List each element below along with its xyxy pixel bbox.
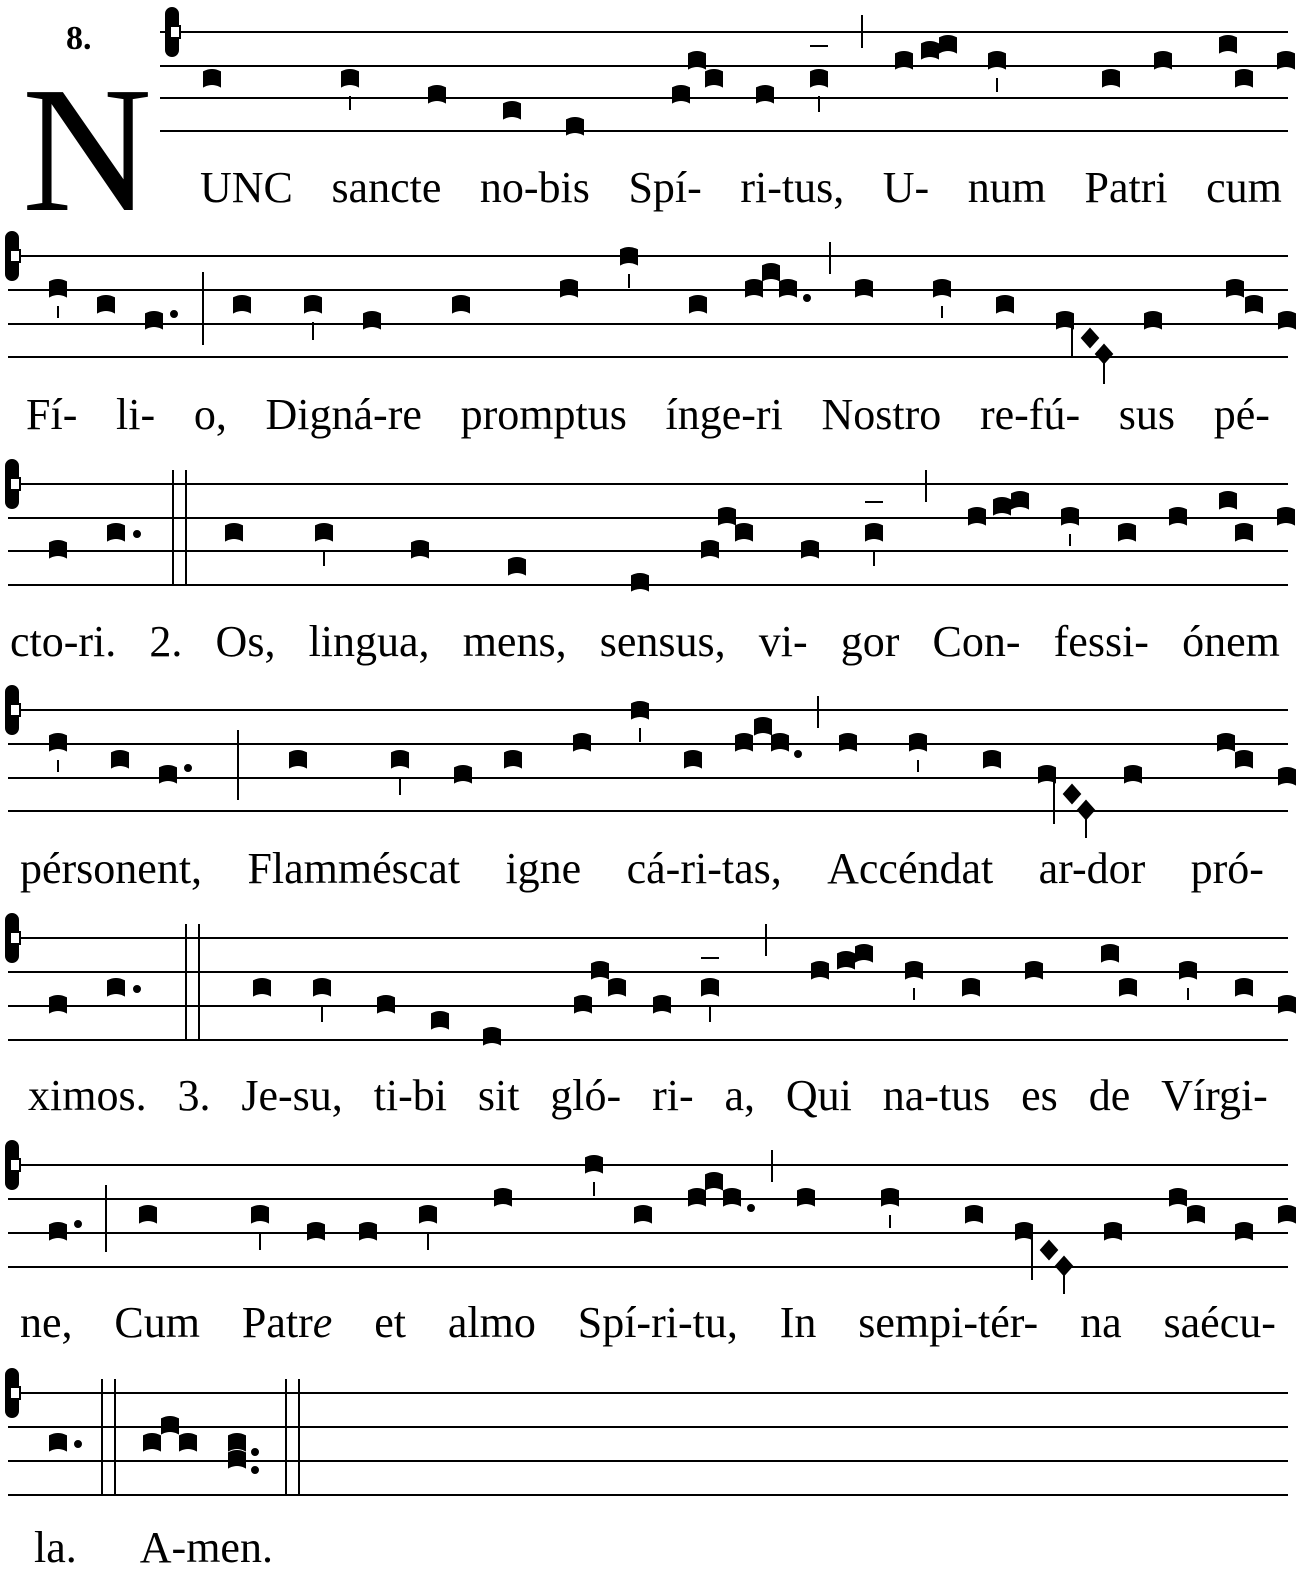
- syllable: no-bis: [479, 163, 590, 212]
- neumes-line-2: [6, 232, 1295, 384]
- syllable: Nostro: [821, 390, 942, 439]
- lyrics-line-1: [200, 158, 1282, 218]
- staff-7: [8, 1393, 1288, 1495]
- syllable: sancte: [331, 163, 442, 212]
- elided-vowel: e: [312, 1298, 333, 1347]
- syllable: de: [1088, 1071, 1131, 1120]
- syllable: gor: [840, 617, 900, 666]
- syllable: sit: [477, 1071, 520, 1120]
- syllable: Spí-ri-tu,: [577, 1298, 738, 1347]
- syllable: Vírgi-: [1161, 1071, 1268, 1120]
- syllable: na-tus: [882, 1071, 991, 1120]
- syllable: Qui: [785, 1071, 852, 1120]
- syllable: li-: [116, 390, 156, 439]
- syllable-group: [242, 1293, 332, 1353]
- staff-4: [8, 710, 1288, 811]
- syllable: Flamméscat: [247, 844, 461, 893]
- syllable: almo: [447, 1298, 536, 1347]
- hymn-number: 8.: [66, 20, 92, 57]
- syllable: o,: [193, 390, 227, 439]
- syllable: Fí-: [26, 390, 78, 439]
- syllable: ti-bi: [373, 1071, 447, 1120]
- lyrics-line-5: [28, 1066, 1268, 1126]
- neumes-line-5: [6, 914, 1295, 1044]
- staff-3: [8, 484, 1288, 585]
- syllable: 2.: [149, 617, 183, 666]
- syllable: cto-ri.: [10, 617, 117, 666]
- syllable: ri-: [652, 1071, 694, 1120]
- syllable: num: [967, 163, 1046, 212]
- syllable: ne,: [20, 1298, 73, 1347]
- syllable: sensus,: [599, 617, 726, 666]
- syllable: Patr: [241, 1298, 313, 1347]
- syllable: gló-: [550, 1071, 622, 1120]
- neumes-line-7: [6, 1369, 299, 1495]
- lyrics-line-7: [34, 1518, 273, 1578]
- syllable: ar-dor: [1038, 844, 1146, 893]
- initial-letter: N: [22, 50, 152, 249]
- syllable: sempi-tér-: [858, 1298, 1039, 1347]
- syllable: cá-ri-tas,: [626, 844, 782, 893]
- lyrics-line-4: [20, 839, 1264, 899]
- syllable: la.: [34, 1523, 77, 1572]
- syllable: Cum: [114, 1298, 200, 1347]
- staff-2: [8, 256, 1288, 357]
- syllable: a,: [724, 1071, 755, 1120]
- syllable: mens,: [462, 617, 567, 666]
- neumes-line-6: [6, 1141, 1295, 1294]
- syllable: ximos.: [28, 1071, 147, 1120]
- syllable: pró-: [1190, 844, 1264, 893]
- syllable: Accéndat: [827, 844, 994, 893]
- lyrics-line-3: [10, 612, 1280, 672]
- syllable: saécu-: [1163, 1298, 1276, 1347]
- syllable: Os,: [215, 617, 276, 666]
- lyrics-line-2: [26, 385, 1270, 445]
- lyrics-line-6: [20, 1293, 1276, 1353]
- syllable: In: [779, 1298, 817, 1347]
- syllable: Je-su,: [241, 1071, 343, 1120]
- syllable: vi-: [758, 617, 808, 666]
- syllable: na: [1080, 1298, 1122, 1347]
- syllable: cum: [1206, 163, 1282, 212]
- syllable: A-men.: [139, 1523, 273, 1572]
- neumes-line-3: [6, 460, 1294, 590]
- neumes-line-4: [6, 686, 1295, 838]
- syllable: Digná-re: [265, 390, 422, 439]
- syllable: sus: [1118, 390, 1176, 439]
- syllable: es: [1021, 1071, 1058, 1120]
- neumes-line-1: [166, 8, 1294, 134]
- syllable: ínge-ri: [665, 390, 783, 439]
- syllable: lingua,: [308, 617, 430, 666]
- syllable: re-fú-: [979, 390, 1081, 439]
- syllable: ri-tus,: [740, 163, 845, 212]
- syllable: igne: [505, 844, 582, 893]
- syllable: 3.: [177, 1071, 211, 1120]
- syllable: promptus: [460, 390, 627, 439]
- syllable: pé-: [1213, 390, 1270, 439]
- syllable: Spí-: [628, 163, 702, 212]
- syllable: fessi-: [1053, 617, 1149, 666]
- syllable: Con-: [932, 617, 1021, 666]
- syllable: U-: [882, 163, 930, 212]
- syllable: pérsonent,: [20, 844, 203, 893]
- syllable: et: [374, 1298, 406, 1347]
- syllable: UNC: [200, 163, 293, 212]
- syllable: Patri: [1084, 163, 1168, 212]
- syllable: ónem: [1182, 617, 1280, 666]
